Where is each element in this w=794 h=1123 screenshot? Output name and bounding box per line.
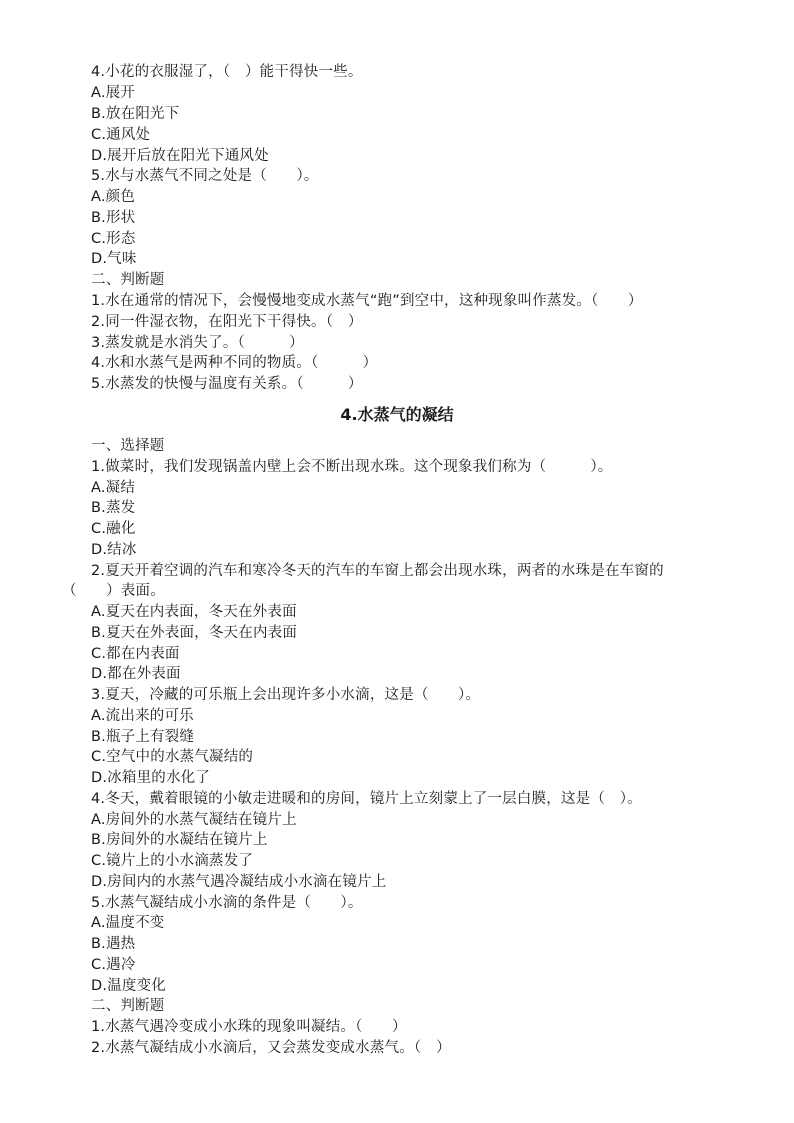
option-c: C.镜片上的小水滴蒸发了 (91, 853, 254, 869)
question-stem: 2.夏天开着空调的汽车和寒冷冬天的汽车的车窗上都会出现水珠，两者的水珠是在车窗的 (91, 563, 664, 579)
option-c: C.都在内表面 (91, 646, 180, 662)
judge-item: 1.水在通常的情况下，会慢慢地变成水蒸气“跑”到空中，这种现象叫作蒸发。（ ） (91, 293, 643, 309)
option-d: D.温度变化 (91, 978, 166, 994)
question-stem: 4.冬天，戴着眼镜的小敏走进暖和的房间，镜片上立刻蒙上了一层白膜，这是（ ）。 (91, 791, 642, 807)
judge-item: 2.水蒸气凝结成小水滴后，又会蒸发变成水蒸气。（ ） (91, 1040, 451, 1056)
question-stem: 5.水蒸气凝结成小水滴的条件是（ ）。 (91, 895, 363, 911)
option-a: A.展开 (91, 85, 136, 101)
question-stem-continued: （ ）表面。 (62, 583, 165, 599)
judge-item: 3.蒸发就是水消失了。（ ） (91, 335, 304, 351)
judge-item: 2.同一件湿衣物，在阳光下干得快。（ ） (91, 314, 363, 330)
option-b: B.夏天在外表面，冬天在内表面 (91, 625, 298, 641)
question-stem: 4.小花的衣服湿了，（ ）能干得快一些。 (91, 64, 363, 80)
option-c: C.融化 (91, 521, 136, 537)
question-stem: 5.水与水蒸气不同之处是（ ）。 (91, 168, 319, 184)
option-b: B.房间外的水凝结在镜片上 (91, 832, 268, 848)
option-a: A.夏天在内表面，冬天在外表面 (91, 604, 297, 620)
option-b: B.形状 (91, 210, 136, 226)
option-b: B.放在阳光下 (91, 106, 180, 122)
option-b: B.遇热 (91, 936, 136, 952)
judge-item: 5.水蒸发的快慢与温度有关系。（ ） (91, 376, 363, 392)
option-c: C.空气中的水蒸气凝结的 (91, 749, 254, 765)
question-stem: 3.夏天，冷藏的可乐瓶上会出现许多小水滴，这是（ ）。 (91, 687, 481, 703)
option-a: A.流出来的可乐 (91, 708, 194, 724)
option-a: A.温度不变 (91, 915, 165, 931)
judge-item: 1.水蒸气遇冷变成小水珠的现象叫凝结。（ ） (91, 1019, 407, 1035)
option-a: A.房间外的水蒸气凝结在镜片上 (91, 812, 297, 828)
option-d: D.冰箱里的水化了 (91, 770, 211, 786)
option-d: D.展开后放在阳光下通风处 (91, 148, 269, 164)
option-d: D.都在外表面 (91, 666, 181, 682)
option-a: A.凝结 (91, 480, 136, 496)
option-d: D.气味 (91, 251, 137, 267)
section-heading: 二、判断题 (91, 998, 165, 1014)
section-heading: 一、选择题 (91, 438, 165, 454)
section-title: 4.水蒸气的凝结 (340, 405, 454, 424)
option-c: C.通风处 (91, 127, 151, 143)
judge-item: 4.水和水蒸气是两种不同的物质。（ ） (91, 355, 378, 371)
option-c: C.形态 (91, 231, 136, 247)
section-heading: 二、判断题 (91, 272, 165, 288)
option-d: D.结冰 (91, 542, 137, 558)
option-b: B.瓶子上有裂缝 (91, 729, 195, 745)
option-d: D.房间内的水蒸气遇冷凝结成小水滴在镜片上 (91, 874, 387, 890)
question-stem: 1.做菜时，我们发现锅盖内壁上会不断出现水珠。这个现象我们称为（ ）。 (91, 459, 613, 475)
option-a: A.颜色 (91, 189, 136, 205)
option-b: B.蒸发 (91, 500, 136, 516)
option-c: C.遇冷 (91, 957, 136, 973)
